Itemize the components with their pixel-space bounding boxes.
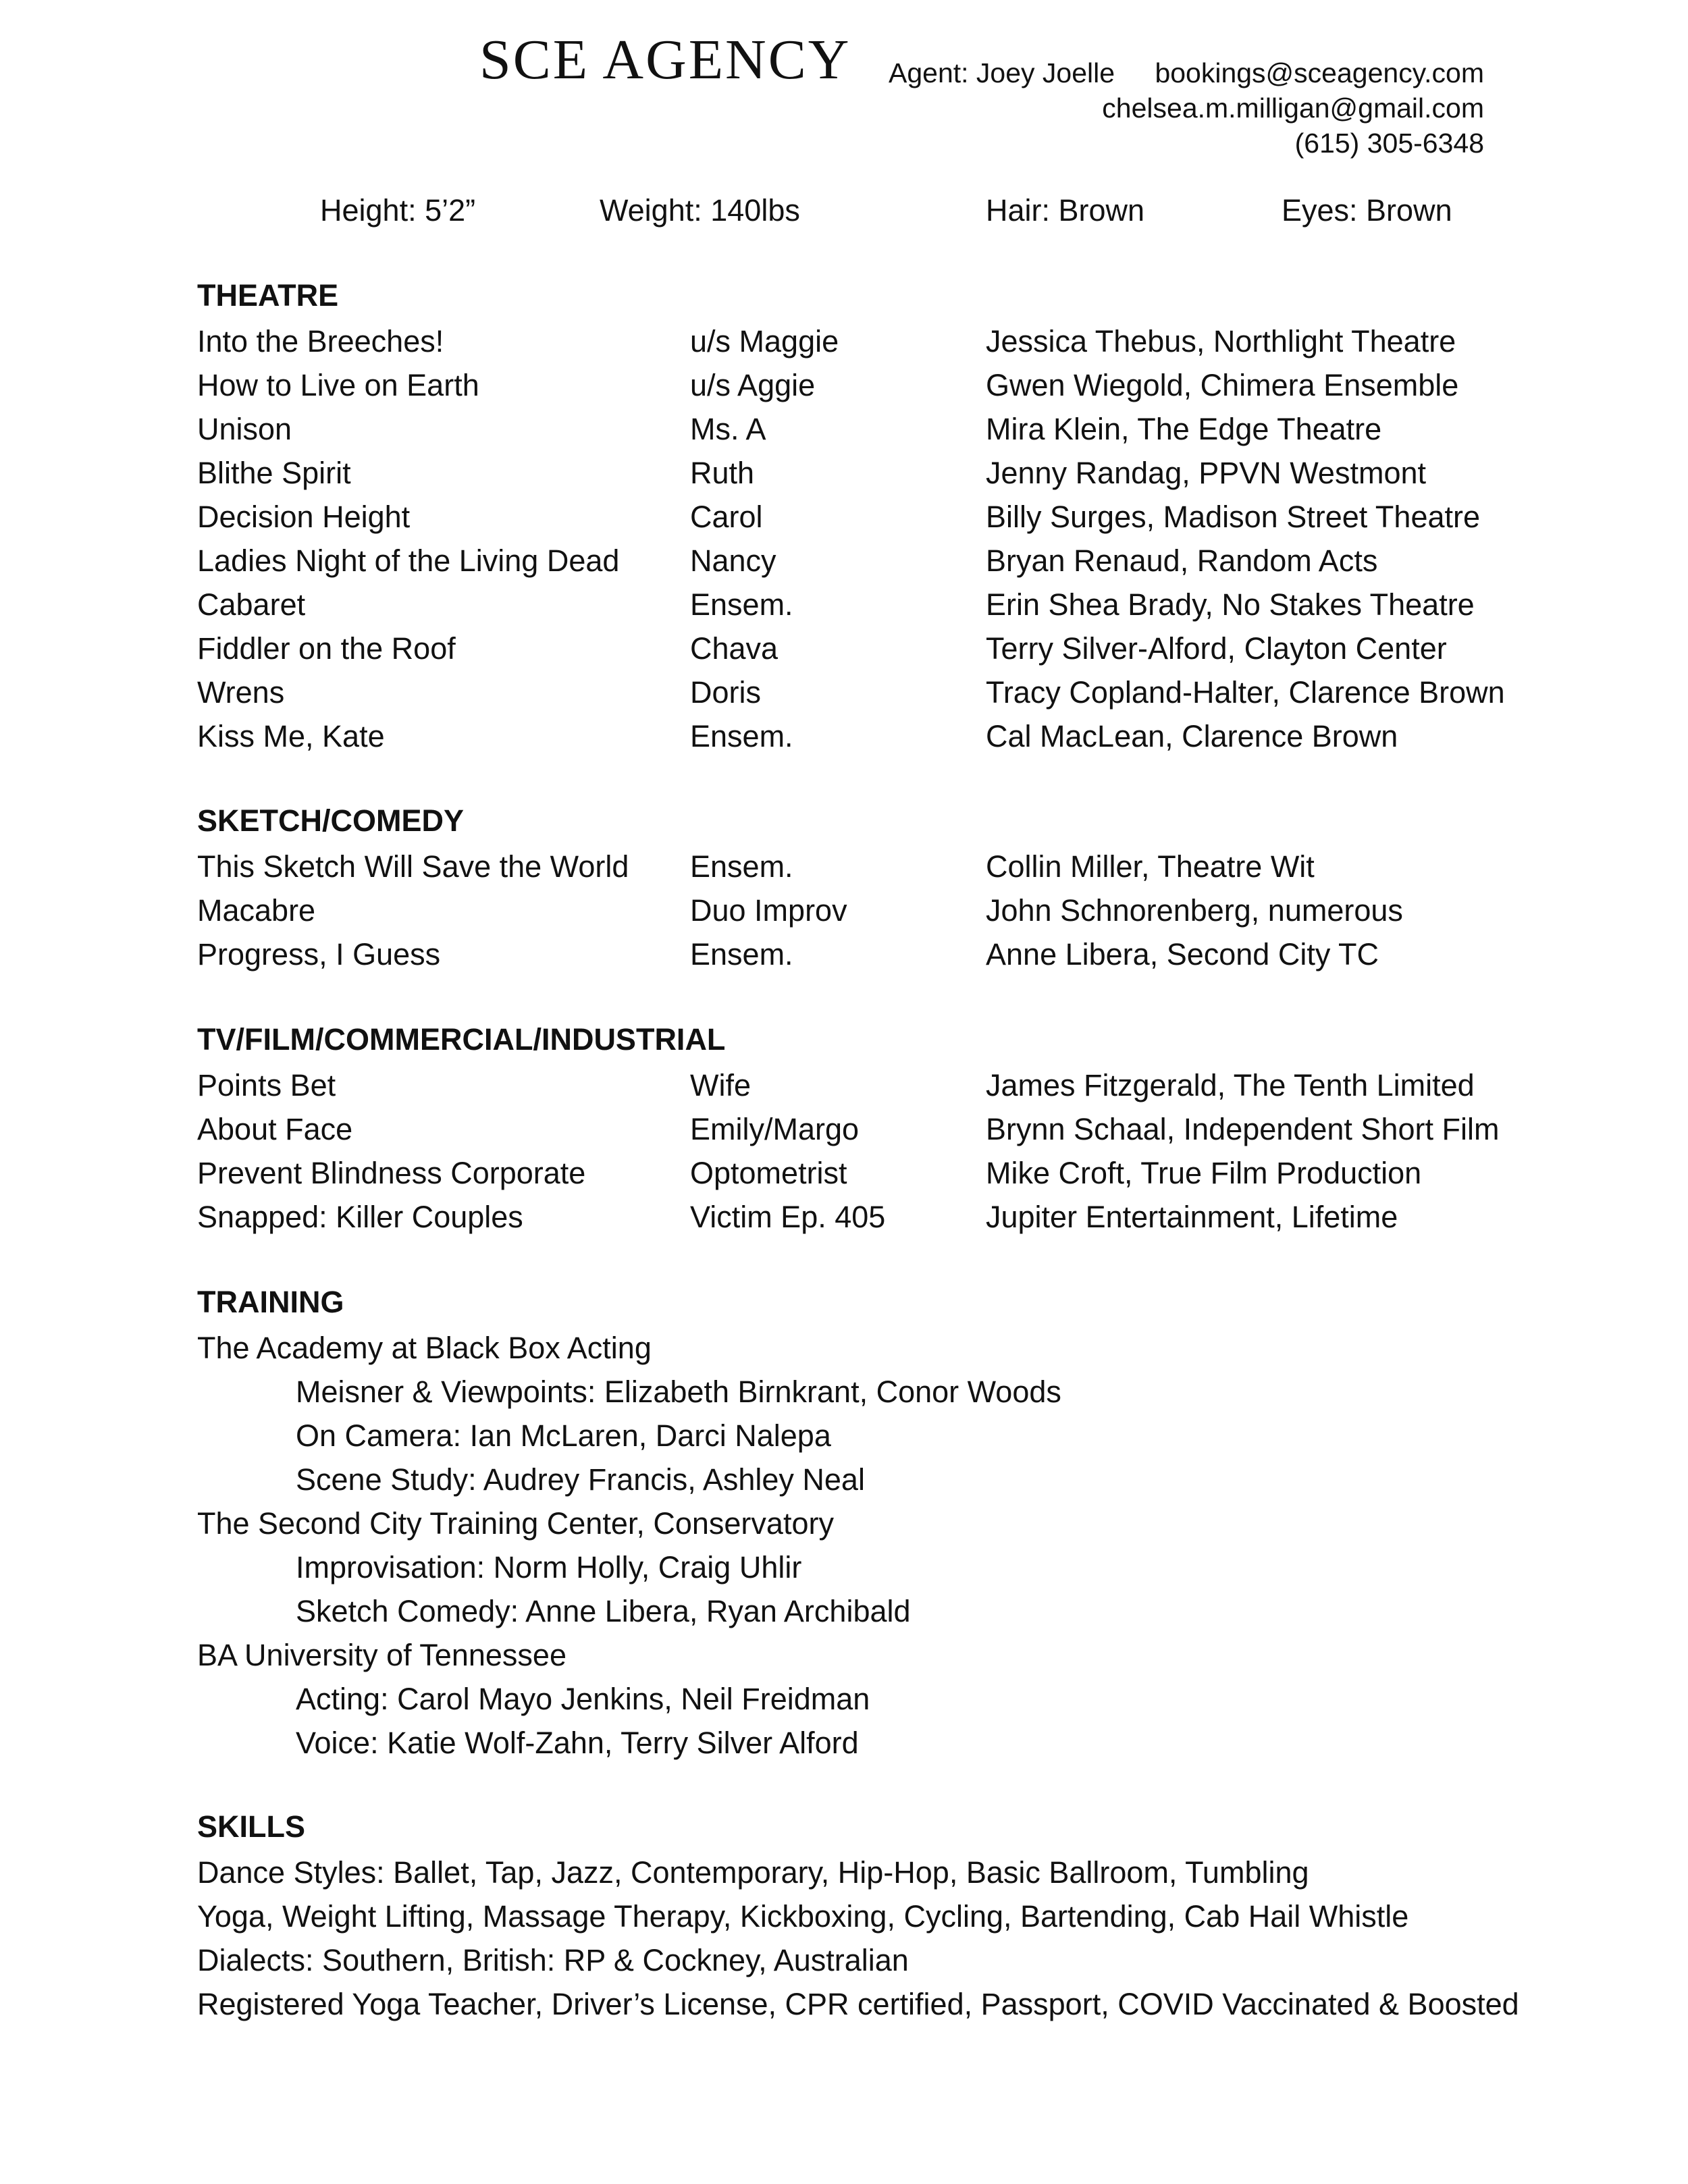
credit-row: [197, 932, 1548, 976]
credit-show: Ladies Night of the Living Dead: [197, 543, 620, 578]
section-title-theatre: THEATRE: [197, 278, 339, 313]
training-class: Meisner & Viewpoints: Elizabeth Birnkrant, Conor Woods: [296, 1375, 1061, 1409]
credit-director: Jenny Randag, PPVN Westmont: [986, 456, 1426, 490]
credit-role: Emily/Margo: [690, 1112, 860, 1146]
credit-director: Tracy Copland-Halter, Clarence Brown: [986, 675, 1505, 710]
credit-row: [197, 363, 1548, 407]
credit-role: Ruth: [690, 456, 755, 490]
credit-show: Wrens: [197, 675, 285, 710]
training-class: Sketch Comedy: Anne Libera, Ryan Archibald: [296, 1594, 911, 1628]
credit-director: Mira Klein, The Edge Theatre: [986, 412, 1382, 446]
agency-email: bookings@sceagency.com: [1155, 57, 1484, 88]
credit-show: Prevent Blindness Corporate: [197, 1156, 586, 1190]
credit-director: James Fitzgerald, The Tenth Limited: [986, 1068, 1475, 1102]
credit-row: [197, 407, 1548, 451]
credit-role: Carol: [690, 500, 763, 534]
credit-row: [197, 451, 1548, 495]
credit-row: [197, 714, 1548, 758]
credit-role: Ensem.: [690, 719, 793, 753]
credit-director: Billy Surges, Madison Street Theatre: [986, 500, 1481, 534]
credit-row: [197, 1063, 1548, 1107]
section-title-sketch-comedy: SKETCH/COMEDY: [197, 803, 465, 838]
credit-director: Jupiter Entertainment, Lifetime: [986, 1200, 1398, 1234]
credit-row: [197, 888, 1548, 932]
skills-line: Yoga, Weight Lifting, Massage Therapy, Kickboxing, Cycling, Bartending, Cab Hail Whistle: [197, 1899, 1409, 1934]
sketch-credits: [197, 845, 1548, 976]
credit-show: Fiddler on the Roof: [197, 631, 456, 666]
credit-director: Mike Croft, True Film Production: [986, 1156, 1422, 1190]
credit-director: Gwen Wiegold, Chimera Ensemble: [986, 368, 1459, 402]
training-class: Scene Study: Audrey Francis, Ashley Neal: [296, 1462, 865, 1497]
stat-height: Height: 5’2”: [320, 193, 476, 228]
training-school: The Second City Training Center, Conservatory: [197, 1506, 834, 1541]
training-class: Acting: Carol Mayo Jenkins, Neil Freidman: [296, 1682, 870, 1716]
credit-role: Ensem.: [690, 849, 793, 884]
credit-role: Victim Ep. 405: [690, 1200, 886, 1234]
stat-eyes: Eyes: Brown: [1282, 193, 1452, 228]
credit-show: Cabaret: [197, 587, 306, 622]
credit-show: How to Live on Earth: [197, 368, 479, 402]
theatre-credits: [197, 319, 1548, 758]
training-class: Voice: Katie Wolf-Zahn, Terry Silver Alford: [296, 1726, 859, 1760]
credit-row: [197, 627, 1548, 670]
phone-number: (615) 305-6348: [1294, 128, 1484, 159]
credit-role: Doris: [690, 675, 762, 710]
skills-line: Registered Yoga Teacher, Driver’s License, CPR certified, Passport, COVID Vaccinated & Boosted: [197, 1987, 1519, 2021]
credit-director: Jessica Thebus, Northlight Theatre: [986, 324, 1456, 358]
credit-director: John Schnorenberg, numerous: [986, 893, 1403, 928]
skills-line: Dialects: Southern, British: RP & Cockney, Australian: [197, 1943, 909, 1977]
credit-role: Optometrist: [690, 1156, 847, 1190]
credit-row: [197, 583, 1548, 627]
credit-director: Erin Shea Brady, No Stakes Theatre: [986, 587, 1475, 622]
credit-show: Into the Breeches!: [197, 324, 444, 358]
section-title-training: TRAINING: [197, 1285, 344, 1319]
training-class: Improvisation: Norm Holly, Craig Uhlir: [296, 1550, 802, 1584]
stat-hair: Hair: Brown: [986, 193, 1145, 228]
credit-row: [197, 495, 1548, 539]
agent-name: Agent: Joey Joelle: [889, 57, 1115, 88]
credit-role: Nancy: [690, 543, 776, 578]
credit-show: Unison: [197, 412, 292, 446]
credit-row: [197, 1195, 1548, 1239]
credit-show: Progress, I Guess: [197, 937, 441, 971]
credit-row: [197, 1107, 1548, 1151]
credit-director: Anne Libera, Second City TC: [986, 937, 1379, 971]
credit-role: Ensem.: [690, 587, 793, 622]
training-school: The Academy at Black Box Acting: [197, 1331, 652, 1365]
credit-director: Brynn Schaal, Independent Short Film: [986, 1112, 1500, 1146]
stat-weight: Weight: 140lbs: [600, 193, 800, 228]
credit-row: [197, 319, 1548, 363]
agency-logo: SCE AGENCY: [479, 28, 851, 91]
training-school: BA University of Tennessee: [197, 1638, 566, 1672]
credit-director: Cal MacLean, Clarence Brown: [986, 719, 1398, 753]
credit-role: Ms. A: [690, 412, 766, 446]
personal-email: chelsea.m.milligan@gmail.com: [1102, 92, 1484, 124]
tvfilm-credits: [197, 1063, 1548, 1239]
credit-show: Decision Height: [197, 500, 411, 534]
credit-role: Duo Improv: [690, 893, 847, 928]
credit-show: Kiss Me, Kate: [197, 719, 385, 753]
credit-row: [197, 670, 1548, 714]
credit-role: Wife: [690, 1068, 751, 1102]
credit-row: [197, 845, 1548, 888]
credit-row: [197, 1151, 1548, 1195]
training-class: On Camera: Ian McLaren, Darci Nalepa: [296, 1418, 831, 1453]
credit-show: About Face: [197, 1112, 353, 1146]
skills-line: Dance Styles: Ballet, Tap, Jazz, Contemporary, Hip-Hop, Basic Ballroom, Tumbling: [197, 1855, 1309, 1890]
credit-role: Ensem.: [690, 937, 793, 971]
credit-show: This Sketch Will Save the World: [197, 849, 629, 884]
credit-role: u/s Aggie: [690, 368, 816, 402]
credit-role: u/s Maggie: [690, 324, 839, 358]
credit-show: Snapped: Killer Couples: [197, 1200, 523, 1234]
credit-row: [197, 539, 1548, 583]
credit-director: Bryan Renaud, Random Acts: [986, 543, 1378, 578]
credit-director: Terry Silver-Alford, Clayton Center: [986, 631, 1447, 666]
credit-show: Points Bet: [197, 1068, 336, 1102]
training-list: [197, 1326, 1548, 1765]
credit-director: Collin Miller, Theatre Wit: [986, 849, 1315, 884]
credit-show: Macabre: [197, 893, 316, 928]
credit-role: Chava: [690, 631, 779, 666]
section-title-skills: SKILLS: [197, 1809, 306, 1844]
credit-show: Blithe Spirit: [197, 456, 351, 490]
section-title-tv-film: TV/FILM/COMMERCIAL/INDUSTRIAL: [197, 1022, 726, 1057]
skills-list: [197, 1850, 1548, 2026]
